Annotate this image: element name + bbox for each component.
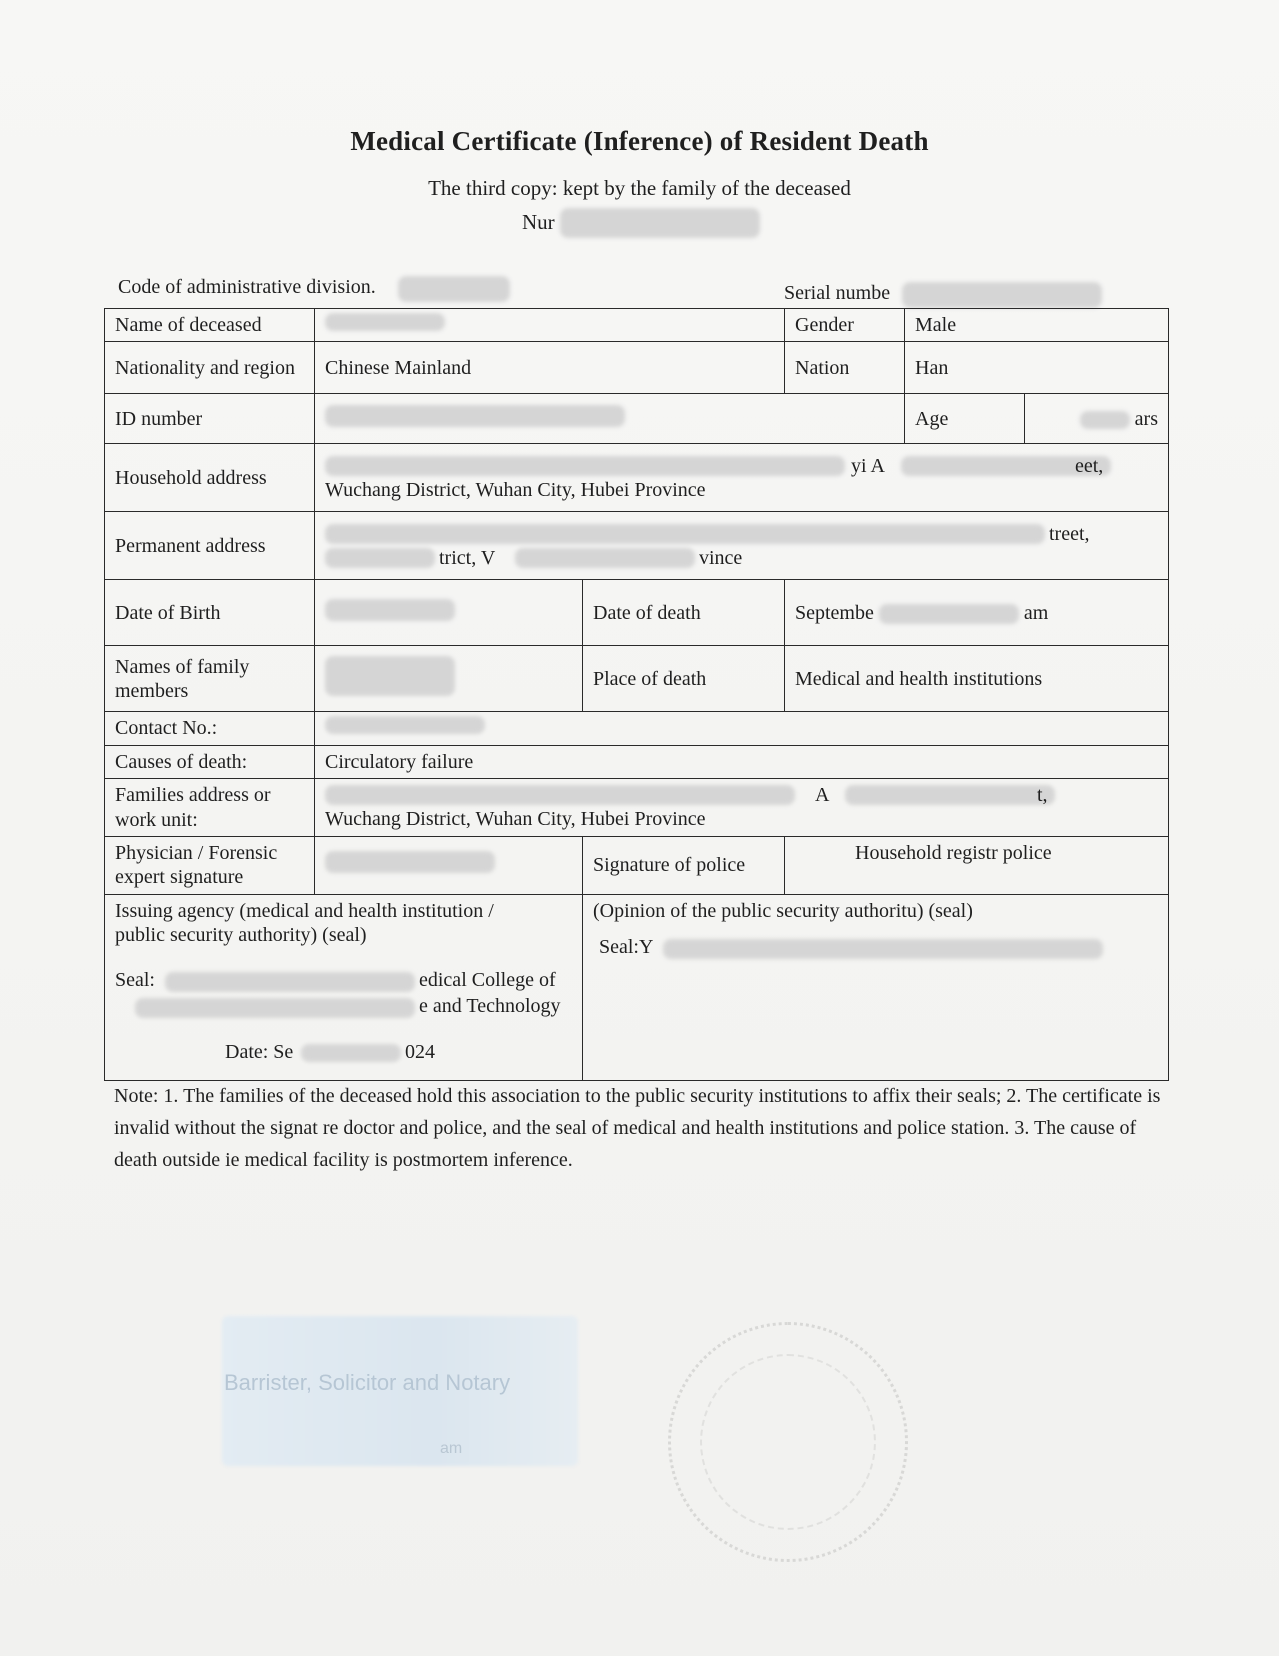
families-fragment: A [815,784,830,807]
household-police [785,836,1169,894]
footnote: Note: 1. The families of the deceased hold this association to the public security institutions to affix their seals; 2. The certificate is invalid without the signat re doctor and police, and the seal of medical and health institutions and police station. 3. The cause of death outside ie medical facility is postmortem inference. [114,1085,1161,1171]
place-of-death-value: Medical and health institutions [785,646,1169,712]
issue-date-fragment: 024 [405,1040,435,1063]
dod-label: Date of death [583,580,785,646]
police-seal-label: Seal:Y [599,936,654,959]
permanent-address-value [315,512,1169,580]
age-value-text: ars [1134,407,1158,430]
admin-division-label: Code of administrative division. [118,276,376,298]
household-fragment-2: eet, [1075,454,1104,477]
families-address-label: Families address or work unit: [105,779,315,837]
dod-value-a: Septembe [795,601,874,624]
families-fragment-2: t, [1037,784,1048,807]
id-number-value [315,394,905,444]
police-opinion-label: (Opinion of the public security authoritu) (seal) [593,899,973,922]
nation-label: Nation [785,342,905,394]
seal-fragment: edical College of [419,968,556,991]
name-label: Name of deceased [105,309,315,342]
redaction-serial [902,282,1102,308]
contact-label: Contact No.: [105,712,315,745]
issue-date-label: Date: Se [225,1040,294,1063]
nation-value: Han [905,342,1169,394]
police-opinion-cell [583,894,1169,1080]
dod-value-b: am [1023,601,1049,624]
notary-stamp-subtext: am [440,1440,463,1457]
household-address-label: Household address [105,444,315,512]
place-of-death-label: Place of death [583,646,785,712]
physician-label: Physician / Forensic expert signature [105,836,315,894]
cause-of-death-value: Circulatory failure [315,745,1169,778]
gender-value: Male [905,309,1169,342]
physician-signature [315,836,583,894]
gender-label: Gender [785,309,905,342]
document-title: Medical Certificate (Inference) of Resident Death [350,126,929,156]
dob-value [315,580,583,646]
families-address-line2: Wuchang District, Wuhan City, Hubei Province [325,808,706,831]
household-police-a: Household registr [855,841,998,864]
household-address-line2: Wuchang District, Wuhan City, Hubei Province [325,478,706,501]
age-value [1025,394,1169,444]
permanent-address-label: Permanent address [105,512,315,580]
age-label: Age [905,394,1025,444]
permanent-fragment-3: vince [699,546,743,569]
family-names-value [315,646,583,712]
serial-number-label: Serial numbe [784,282,891,304]
family-names-label: Names of family members [105,646,315,712]
dod-value [785,580,1169,646]
redaction-number [560,208,760,238]
certificate-number-label: Nur [522,210,555,234]
seal-fragment-2: e and Technology [419,994,561,1017]
name-value [315,309,785,342]
permanent-fragment: treet, [1049,522,1090,545]
death-certificate-table [104,308,1169,1081]
seal-label: Seal: [115,968,155,991]
household-address-value [315,444,1169,512]
redaction-admin-code [398,276,510,302]
household-police-b: police [1002,841,1052,864]
nationality-label: Nationality and region [105,342,315,394]
notary-stamp-text: Barrister, Solicitor and Notary [224,1370,511,1395]
id-number-label: ID number [105,394,315,444]
nationality-value: Chinese Mainland [315,342,785,394]
faded-round-seal-inner [700,1354,876,1530]
families-address-value [315,779,1169,837]
police-signature-label: Signature of police [583,836,785,894]
contact-value [315,712,1169,745]
cause-of-death-label: Causes of death: [105,745,315,778]
document-subtitle: The third copy: kept by the family of the deceased [428,176,851,200]
issuing-agency-label: Issuing agency (medical and health institution / public security authority) (seal) [115,899,494,947]
issuing-agency-cell [105,894,583,1080]
permanent-fragment-2: trict, V [439,546,496,569]
household-fragment: yi A [851,454,885,477]
dob-label: Date of Birth [105,580,315,646]
